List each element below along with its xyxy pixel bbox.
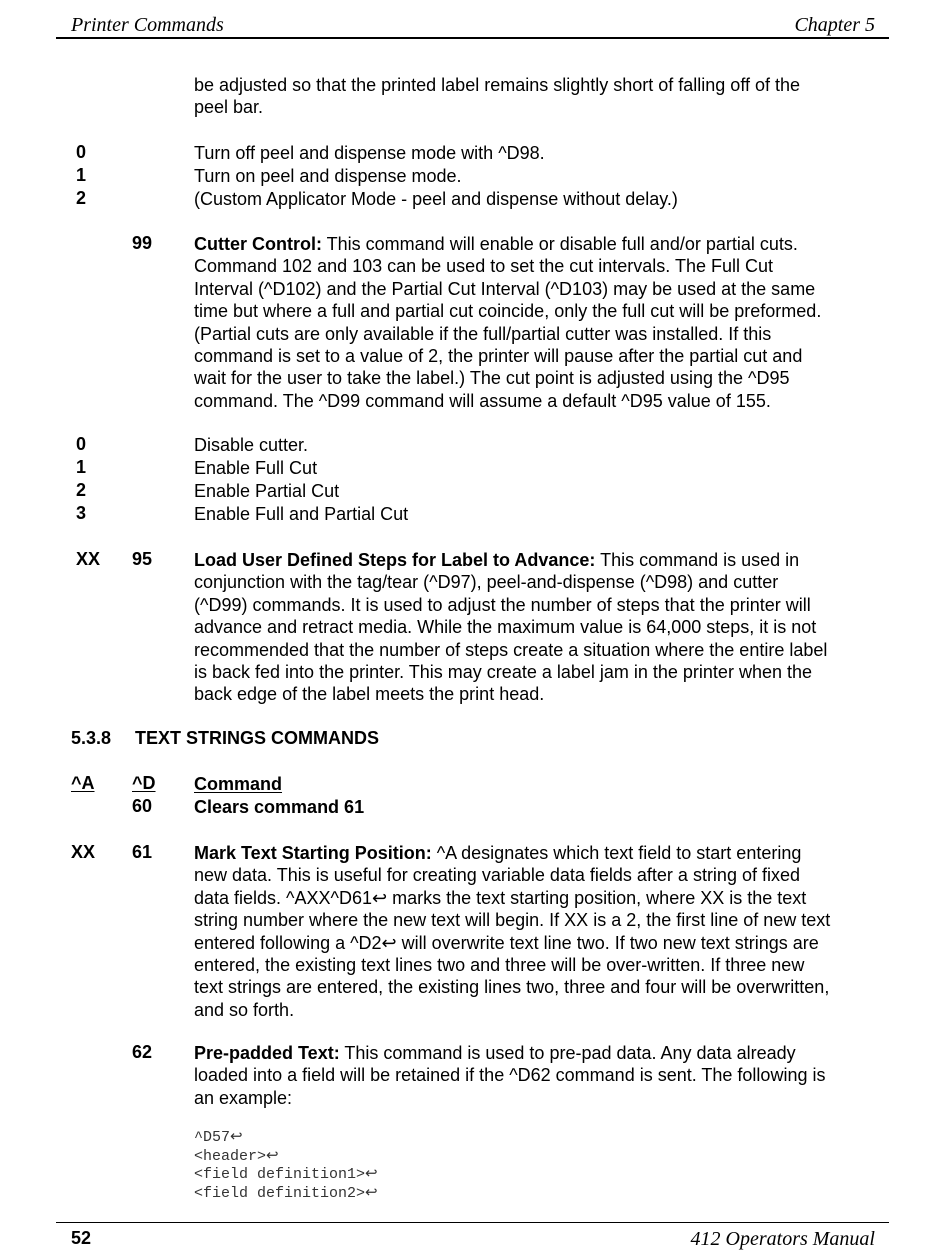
command-text-line: loaded into a field will be retained if the ^D62 command is sent. The following is (194, 1065, 826, 1086)
command-title: Cutter Control: (194, 234, 322, 254)
command-text-line: entered, the existing text lines two and three will be over-written. If three new (194, 954, 805, 975)
column-header-d: ^D (132, 773, 156, 793)
code-line: <header>↩ (194, 1147, 279, 1165)
command-text-line: back edge of the label meets the print head. (194, 684, 545, 705)
command-code: 95 (132, 549, 153, 569)
option-value: 1 (76, 457, 87, 477)
option-value: 0 (76, 142, 87, 162)
option-value: 3 (76, 503, 87, 523)
command-text-line: entered following a ^D2↩ will overwrite text line two. If two new text strings are (194, 932, 819, 953)
option-text: Turn on peel and dispense mode. (194, 166, 462, 186)
header-chapter: Chapter 5 (794, 14, 875, 36)
option-value: 1 (76, 165, 87, 185)
command-code: 62 (132, 1042, 153, 1062)
command-text: ^A designates which text field to start entering (431, 843, 802, 863)
command-description (194, 549, 884, 706)
section-number: 5.3.8 (71, 728, 112, 748)
running-header (71, 12, 875, 38)
command-text-line: text strings are entered, the existing lines two, three and four will be overwritten, (194, 977, 830, 998)
option-value: 2 (76, 480, 87, 500)
footer-rule (56, 1222, 889, 1223)
command-text-line: time but where a full and partial cut coincide, only the full cut will be preformed. (194, 301, 822, 322)
command-text: This command is used to pre-pad data. Any data already (339, 1043, 796, 1063)
manual-title: 412 Operators Manual (690, 1228, 875, 1250)
option-value: 2 (76, 188, 87, 208)
command-a-param: XX (71, 842, 96, 862)
option-text: Turn off peel and dispense mode with ^D98. (194, 143, 545, 163)
command-text-line: (Partial cuts are only available if the full/partial cutter was installed. If this (194, 323, 772, 344)
column-header-command: Command (194, 774, 283, 794)
option-text: Disable cutter. (194, 435, 309, 455)
command-description (194, 1042, 884, 1109)
command-title: Clears command 61 (194, 797, 365, 817)
page-footer (71, 1226, 875, 1252)
command-code: 61 (132, 842, 153, 862)
command-text: This command will enable or disable full and/or partial cuts. (321, 234, 798, 254)
command-text-line: conjunction with the tag/tear (^D97), peel-and-dispense (^D98) and cutter (194, 572, 779, 593)
command-title: Mark Text Starting Position: (194, 843, 432, 863)
code-line: <field definition1>↩ (194, 1166, 378, 1184)
code-example (194, 1129, 378, 1203)
option-value: 0 (76, 434, 87, 454)
command-text-line: command is set to a value of 2, the printer will pause after the partial cut and (194, 345, 803, 366)
command-title: Load User Defined Steps for Label to Advance: (194, 550, 596, 570)
section-title: TEXT STRINGS COMMANDS (135, 728, 380, 748)
command-code: 60 (132, 796, 153, 816)
option-text: Enable Full Cut (194, 458, 318, 478)
command-a-param: XX (76, 549, 101, 569)
command-description (194, 233, 884, 412)
command-text-line: advance and retract media. While the maximum value is 64,000 steps, it is not (194, 617, 817, 638)
option-text: Enable Full and Partial Cut (194, 504, 409, 524)
command-text-line: an example: (194, 1087, 293, 1108)
option-text: (Custom Applicator Mode - peel and dispense without delay.) (194, 189, 678, 209)
command-text-line: recommended that the number of steps create a situation where the entire label (194, 639, 828, 660)
command-text-line: (^D99) commands. It is used to adjust the number of steps that the printer will (194, 594, 811, 615)
page-number: 52 (71, 1228, 92, 1248)
command-text-line: data fields. ^AXX^D61↩ marks the text starting position, where XX is the text (194, 887, 807, 908)
command-text-line: and so forth. (194, 999, 295, 1020)
command-description (194, 842, 884, 1021)
command-text-line: string number where the new text will begin. If XX is a 2, the first line of new text (194, 910, 831, 931)
code-line: ^D57↩ (194, 1129, 243, 1146)
option-text: Enable Partial Cut (194, 481, 340, 501)
intro-line: be adjusted so that the printed label remains slightly short of falling off of the (194, 75, 801, 95)
intro-line: peel bar. (194, 97, 264, 118)
command-text-line: Interval (^D102) and the Partial Cut Interval (^D103) may be used at the same (194, 278, 816, 299)
command-title: Pre-padded Text: (194, 1043, 340, 1063)
command-text: This command is used in (595, 550, 800, 570)
column-header-a: ^A (71, 773, 95, 793)
command-code: 99 (132, 233, 153, 253)
command-text-line: wait for the user to take the label.) The cut point is adjusted using the ^D95 (194, 368, 790, 389)
code-line: <field definition2>↩ (194, 1184, 378, 1202)
command-text-line: command. The ^D99 command will assume a default ^D95 value of 155. (194, 390, 771, 411)
command-text-line: is back fed into the printer. This may create a label jam in the printer when the (194, 661, 812, 682)
header-section-title: Printer Commands (71, 14, 224, 36)
command-text-line: new data. This is useful for creating variable data fields after a string of fixed (194, 865, 800, 886)
command-text-line: Command 102 and 103 can be used to set the cut intervals. The Full Cut (194, 256, 774, 277)
header-rule (56, 37, 889, 39)
